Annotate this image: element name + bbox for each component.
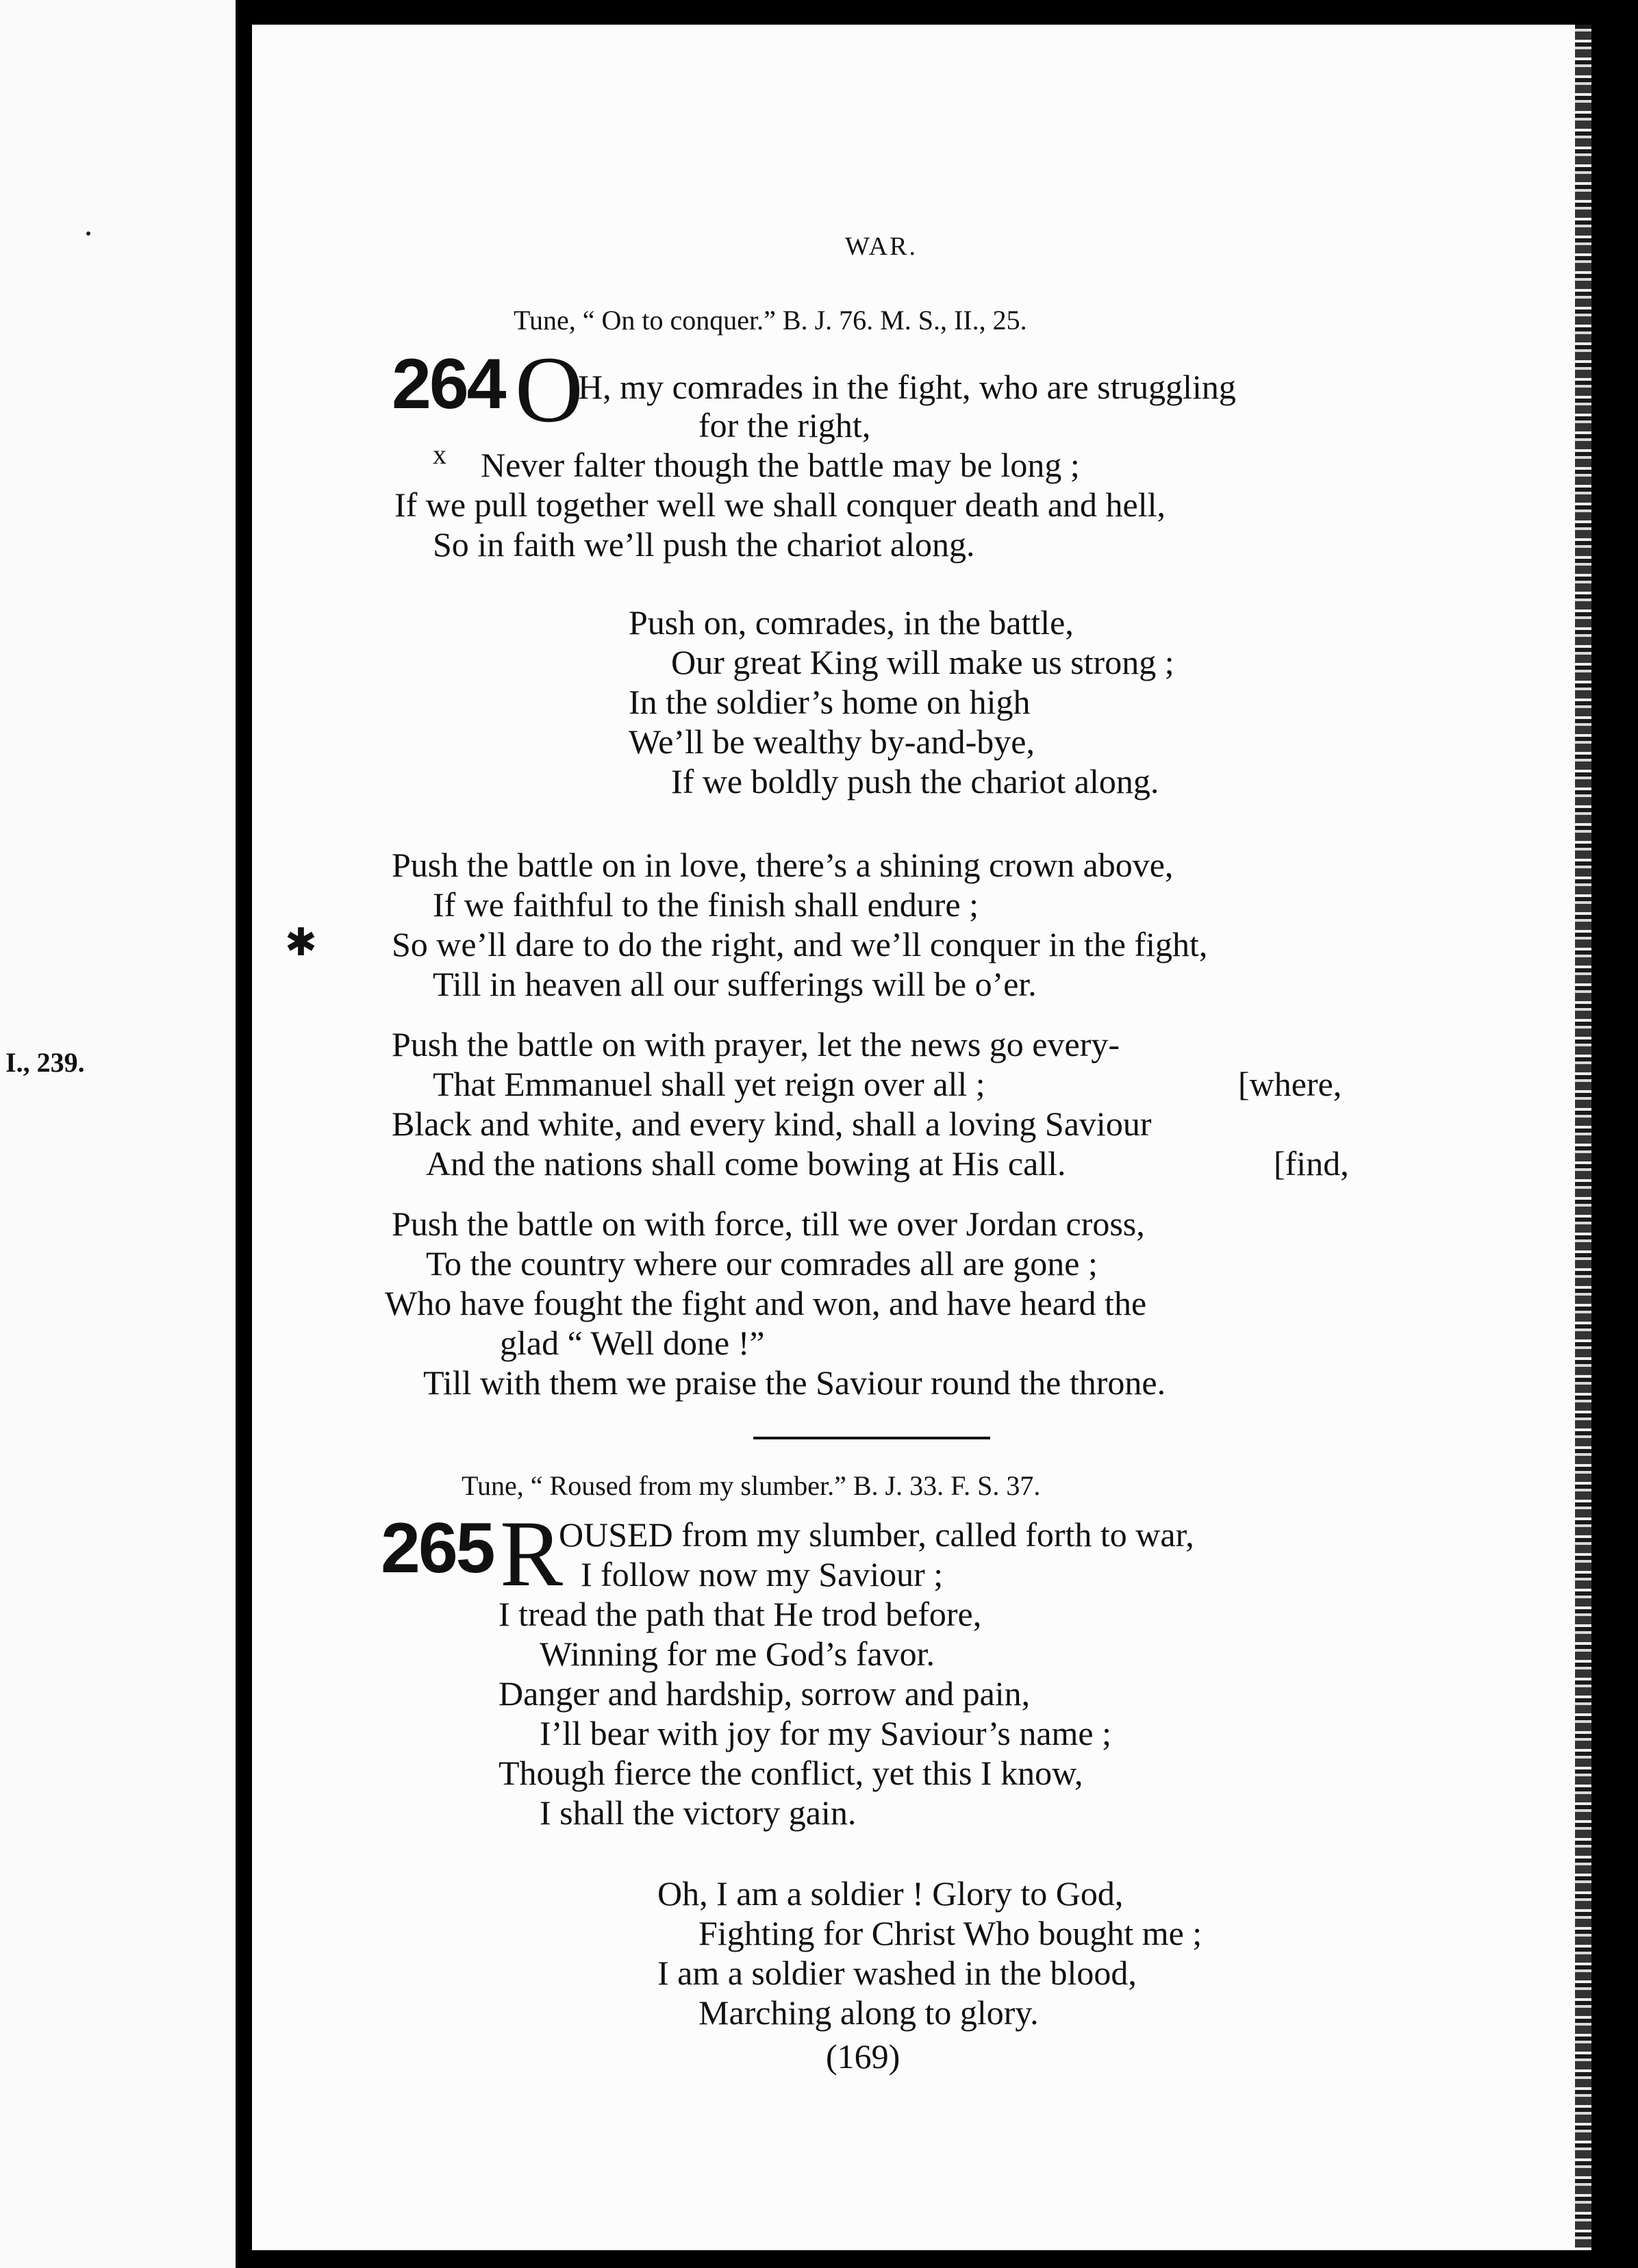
page-number: (169) [826, 2037, 900, 2076]
verse-line: To the country where our comrades all are gone ; [426, 1244, 1098, 1283]
verse-line: Who have fought the fight and won, and have heard the [385, 1284, 1147, 1322]
verse-line: I’ll bear with joy for my Saviour’s name ; [540, 1714, 1112, 1752]
tune-line: Tune, “ On to conquer.” B. J. 76. M. S., II., 25. [514, 305, 1027, 336]
verse-line: Till with them we praise the Saviour round the throne. [423, 1363, 1166, 1402]
verse-line: Though fierce the conflict, yet this I know, [499, 1754, 1083, 1792]
hymn-number: 265 [381, 1509, 494, 1588]
verse-line: Till in heaven all our sufferings will be o’er. [433, 965, 1037, 1003]
verse-line: I shall the victory gain. [540, 1793, 857, 1832]
verse-line: I tread the path that He trod before, [499, 1595, 982, 1633]
chorus-line: I am a soldier washed in the blood, [657, 1954, 1137, 1992]
verse-line: And the nations shall come bowing at His call. [426, 1144, 1066, 1183]
verse-line: So in faith we’ll push the chariot along. [433, 525, 975, 564]
verse-line: If we faithful to the finish shall endure ; [433, 885, 979, 924]
drop-cap: O [515, 337, 583, 442]
section-divider [753, 1437, 990, 1439]
chorus-line: We’ll be wealthy by-and-bye, [629, 722, 1035, 761]
running-head: WAR. [845, 232, 918, 261]
chorus-line: In the soldier’s home on high [629, 683, 1031, 721]
book-page [252, 25, 1575, 2250]
verse-line: glad “ Well done !” [500, 1324, 765, 1362]
chorus-line: Fighting for Christ Who bought me ; [698, 1914, 1202, 1952]
verse-line: That Emmanuel shall yet reign over all ; [433, 1065, 985, 1103]
verse-line: H, my comrades in the fight, who are struggling [578, 368, 1236, 406]
verse-line: So we’ll dare to do the right, and we’ll conquer in the fight, [392, 925, 1208, 963]
verse-line: Push the battle on in love, there’s a shining crown above, [392, 846, 1174, 884]
verse-carryover: [where, [1238, 1065, 1342, 1103]
verse-line: Push the battle on with force, till we over Jordan cross, [392, 1205, 1145, 1243]
tune-line: Tune, “ Roused from my slumber.” B. J. 33. F. S. 37. [462, 1470, 1041, 1501]
chorus-line: If we boldly push the chariot along. [671, 762, 1159, 801]
verse-line: for the right, [698, 406, 871, 444]
margin-cross-reference: I., 239. [5, 1047, 85, 1078]
verse-line: Push the battle on with prayer, let the news go every- [392, 1025, 1120, 1063]
chorus-line: Our great King will make us strong ; [671, 643, 1174, 681]
asterisk-mark: ✱ [285, 922, 317, 964]
page-edge [1575, 25, 1591, 2250]
chorus-line: Push on, comrades, in the battle, [629, 603, 1074, 642]
verse-line: Black and white, and every kind, shall a loving Saviour [392, 1105, 1152, 1143]
facing-page-margin [0, 0, 236, 2268]
drop-cap: R [500, 1501, 564, 1606]
chorus-line: Marching along to glory. [698, 1993, 1039, 2032]
verse-line: OUSED from my slumber, called forth to war, [559, 1515, 1194, 1554]
margin-mark: x [433, 439, 446, 470]
verse-line: Never falter though the battle may be long ; [481, 446, 1080, 484]
verse-line: I follow now my Saviour ; [581, 1555, 944, 1593]
verse-line: Winning for me God’s favor. [540, 1635, 935, 1673]
verse-line: If we pull together well we shall conquer death and hell, [394, 486, 1166, 524]
verse-carryover: [find, [1274, 1144, 1349, 1183]
verse-line: Danger and hardship, sorrow and pain, [499, 1674, 1031, 1713]
hymn-number: 264 [392, 344, 505, 424]
speck [86, 231, 90, 236]
chorus-line: Oh, I am a soldier ! Glory to God, [657, 1874, 1124, 1913]
